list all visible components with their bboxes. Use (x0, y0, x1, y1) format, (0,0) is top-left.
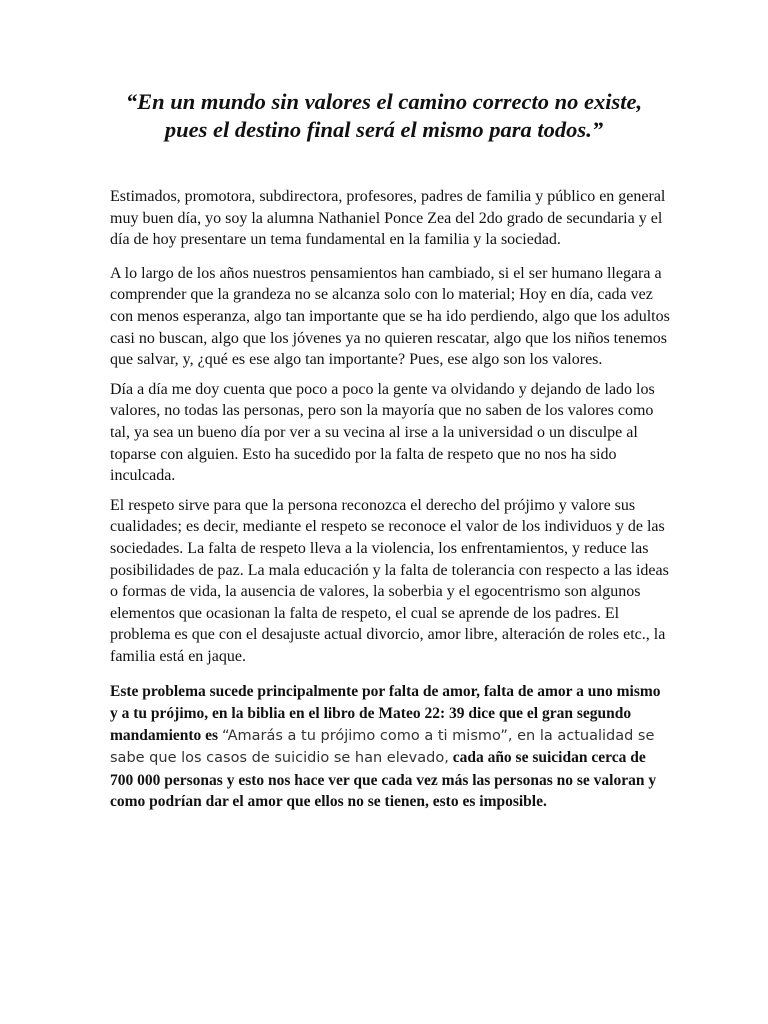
paragraph-love-intro: Este problema sucede principalmente por falta de amor, falta de amor a uno mismo y a tu prójimo, en la biblia en el libro de Mateo 22: 39 dice que el gran segundo mandamiento es (110, 683, 661, 744)
paragraph-love-conclusion: cada año se suicidan cerca de 700 000 personas y esto nos hace ver que cada vez más las personas no se valoran y como podrían dar el amor que ellos no se tienen, esto es imposible. (110, 749, 657, 811)
bible-quote: “Amarás a tu prójimo como a ti mismo”, (221, 727, 513, 744)
title-line-1: “En un mundo sin valores el camino correcto no existe, (125, 89, 643, 114)
paragraph-daily-observation: Día a día me doy cuenta que poco a poco la gente va olvidando y dejando de lado los valores, no todas las personas, pero son la mayoría que no saben de los valores como tal, ya sea un bueno día por ver a su vecina al irse a la universidad o un disculpe al toparse con alguien. Esto ha sucedido por la falta de respeto que no nos ha sido inculcada. (110, 380, 655, 485)
paragraph-greeting: Estimados, promotora, subdirectora, profesores, padres de familia y público en general muy buen día, yo soy la alumna Nathaniel Ponce Zea del 2do grado de secundaria y el día de hoy presentare un tema fundamental en la familia y la sociedad. (110, 188, 666, 249)
document-body (110, 186, 670, 821)
paragraph-love (110, 681, 670, 813)
paragraph-values-lost: A lo largo de los años nuestros pensamientos han cambiado, si el ser humano llegara a comprender que la grandeza no se alcanza solo con lo material; Hoy en día, cada vez con menos esperanza, algo tan importante que se ha ido perdiendo, algo que los adultos casi no buscan, algo que los jóvenes ya no quieren rescatar, algo que los niños tenemos que salvar, y, ¿qué es ese algo tan importante? Pues, ese algo son los valores. (110, 264, 670, 369)
title-line-2: pues el destino final será el mismo para todos.” (164, 117, 604, 142)
paragraph-respect: El respeto sirve para que la persona reconozca el derecho del prójimo y valore sus cualidades; es decir, mediante el respeto se reconoce el valor de los individuos y de las sociedades. La falta de respeto lleva a la violencia, los enfrentamientos, y reduce las posibilidades de paz. La mala educación y la falta de tolerancia con respecto a las ideas o formas de vida, la ausencia de valores, la soberbia y el egocentrismo son algunos elementos que ocasionan la falta de respeto, el cual se aprende de los padres. El problema es que con el desajuste actual divorcio, amor libre, alteración de roles etc., la familia está en jaque. (110, 496, 669, 665)
suicide-context: en la actualidad se sabe que los casos de suicidio se han elevado, (110, 727, 655, 767)
document-title (60, 88, 708, 144)
